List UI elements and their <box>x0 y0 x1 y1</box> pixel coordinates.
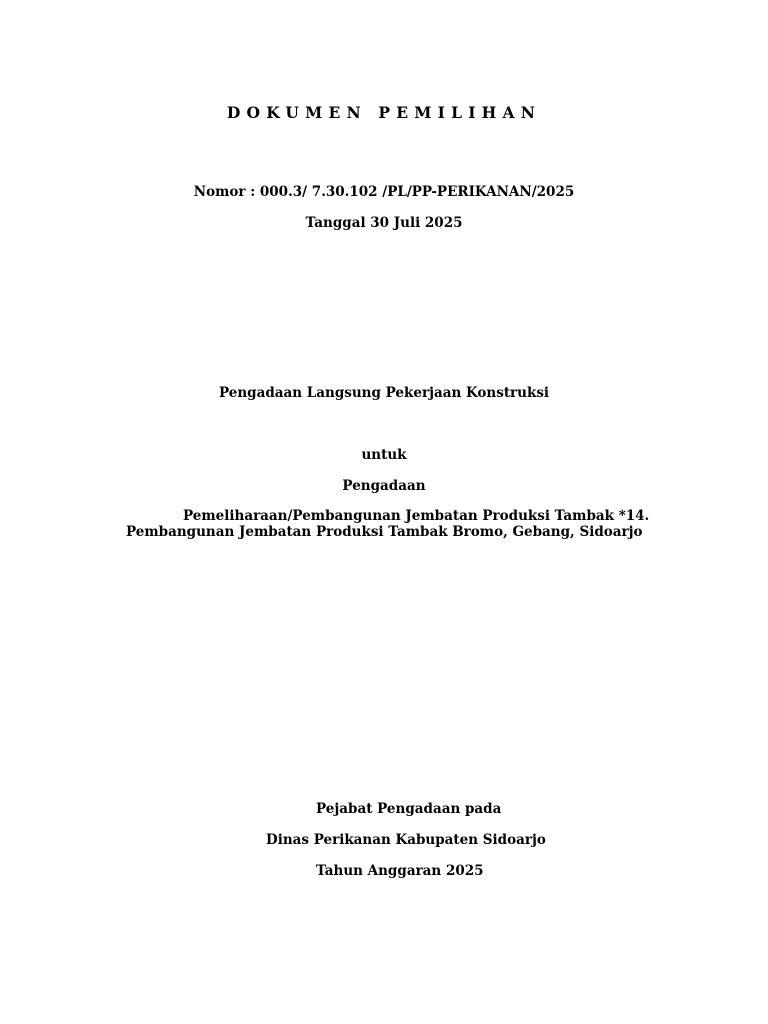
procurement-official: Pejabat Pengadaan pada <box>316 801 502 817</box>
package-name-line-2: Pembangunan Jembatan Produksi Tambak Bromo, Gebang, Sidoarjo <box>126 524 643 540</box>
for-label: untuk <box>361 447 407 463</box>
document-title: DOKUMEN PEMILIHAN <box>226 103 542 122</box>
document-date: Tanggal 30 Juli 2025 <box>305 215 463 231</box>
budget-year: Tahun Anggaran 2025 <box>316 863 484 879</box>
procurement-method: Pengadaan Langsung Pekerjaan Konstruksi <box>218 385 550 401</box>
procurement-label: Pengadaan <box>342 478 426 494</box>
agency-name: Dinas Perikanan Kabupaten Sidoarjo <box>266 832 546 848</box>
document-number: Nomor : 000.3/ 7.30.102 /PL/PP-PERIKANAN/2025 <box>193 184 575 200</box>
package-name-line-1: Pemeliharaan/Pembangunan Jembatan Produksi Tambak *14. <box>183 508 650 524</box>
